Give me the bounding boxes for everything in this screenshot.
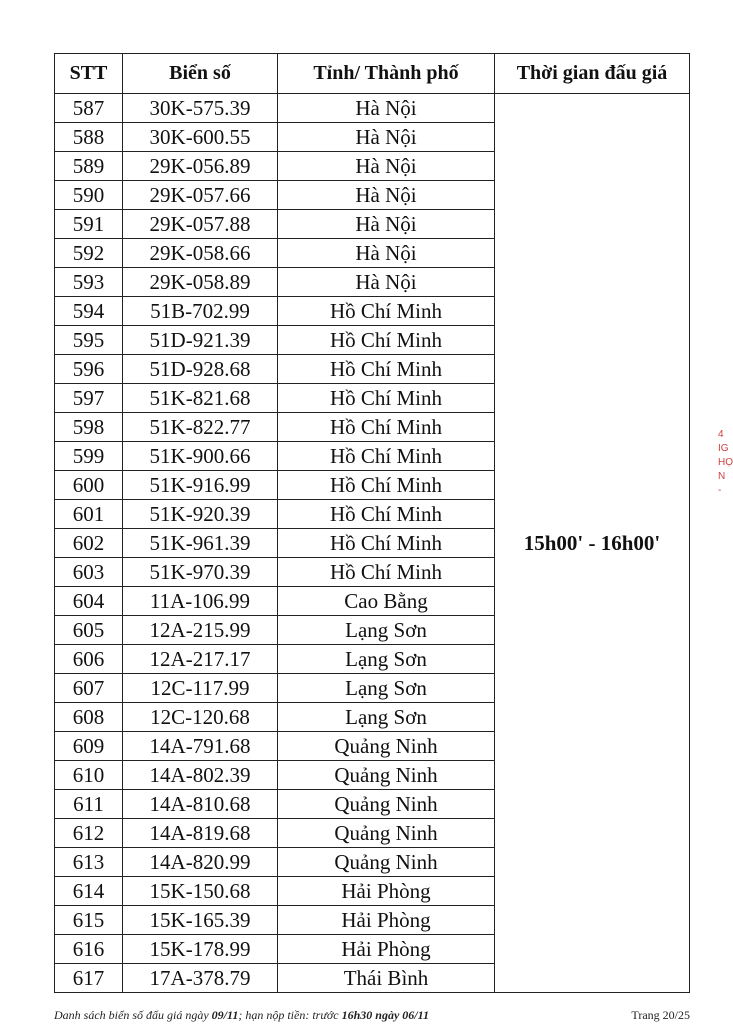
plate-cell: 12C-117.99 — [123, 674, 278, 703]
plate-cell: 12A-217.17 — [123, 645, 278, 674]
plate-cell: 12C-120.68 — [123, 703, 278, 732]
plate-cell: 29K-057.88 — [123, 210, 278, 239]
side-mark: 4 — [718, 429, 724, 440]
plate-cell: 51K-961.39 — [123, 529, 278, 558]
plate-cell: 29K-058.66 — [123, 239, 278, 268]
stt-cell: 595 — [55, 326, 123, 355]
plate-cell: 14A-819.68 — [123, 819, 278, 848]
stt-cell: 591 — [55, 210, 123, 239]
city-cell: Quảng Ninh — [278, 848, 495, 877]
plate-cell: 51K-900.66 — [123, 442, 278, 471]
stt-cell: 597 — [55, 384, 123, 413]
plate-cell: 51K-822.77 — [123, 413, 278, 442]
stt-cell: 588 — [55, 123, 123, 152]
plate-cell: 51D-921.39 — [123, 326, 278, 355]
city-cell: Hồ Chí Minh — [278, 326, 495, 355]
plate-cell: 30K-575.39 — [123, 94, 278, 123]
plate-cell: 14A-802.39 — [123, 761, 278, 790]
page-footer — [54, 1008, 690, 1023]
plate-cell: 29K-057.66 — [123, 181, 278, 210]
stt-cell: 602 — [55, 529, 123, 558]
city-cell: Lạng Sơn — [278, 616, 495, 645]
city-cell: Hà Nội — [278, 152, 495, 181]
stt-cell: 610 — [55, 761, 123, 790]
stt-cell: 600 — [55, 471, 123, 500]
stt-cell: 605 — [55, 616, 123, 645]
city-cell: Hồ Chí Minh — [278, 297, 495, 326]
footer-date: 09/11 — [211, 1008, 239, 1022]
header-time: Thời gian đấu giá — [495, 54, 690, 94]
table-body — [55, 94, 690, 993]
stt-cell: 603 — [55, 558, 123, 587]
stt-cell: 589 — [55, 152, 123, 181]
plate-cell: 17A-378.79 — [123, 964, 278, 993]
header-plate: Biển số — [123, 54, 278, 94]
city-cell: Hồ Chí Minh — [278, 384, 495, 413]
header-stt: STT — [55, 54, 123, 94]
stt-cell: 599 — [55, 442, 123, 471]
plate-cell: 12A-215.99 — [123, 616, 278, 645]
stt-cell: 611 — [55, 790, 123, 819]
city-cell: Hồ Chí Minh — [278, 471, 495, 500]
city-cell: Hồ Chí Minh — [278, 558, 495, 587]
city-cell: Lạng Sơn — [278, 703, 495, 732]
footer-deadline: 16h30 ngày 06/11 — [341, 1008, 429, 1022]
stt-cell: 594 — [55, 297, 123, 326]
plate-cell: 14A-820.99 — [123, 848, 278, 877]
plate-cell: 15K-150.68 — [123, 877, 278, 906]
stt-cell: 608 — [55, 703, 123, 732]
plate-cell: 51B-702.99 — [123, 297, 278, 326]
footer-note — [54, 1008, 429, 1023]
auction-table — [54, 53, 690, 993]
side-mark: N — [718, 471, 726, 482]
stt-cell: 613 — [55, 848, 123, 877]
city-cell: Quảng Ninh — [278, 819, 495, 848]
stt-cell: 598 — [55, 413, 123, 442]
city-cell: Thái Bình — [278, 964, 495, 993]
stt-cell: 601 — [55, 500, 123, 529]
city-cell: Hà Nội — [278, 94, 495, 123]
plate-cell: 15K-178.99 — [123, 935, 278, 964]
plate-cell: 14A-791.68 — [123, 732, 278, 761]
header-city: Tỉnh/ Thành phố — [278, 54, 495, 94]
footer-note-prefix: Danh sách biển số đấu giá ngày — [54, 1008, 209, 1022]
city-cell: Hồ Chí Minh — [278, 355, 495, 384]
stt-cell: 604 — [55, 587, 123, 616]
stt-cell: 592 — [55, 239, 123, 268]
city-cell: Quảng Ninh — [278, 732, 495, 761]
side-mark: IG — [718, 443, 729, 454]
stt-cell: 607 — [55, 674, 123, 703]
city-cell: Hồ Chí Minh — [278, 413, 495, 442]
footer-note-middle: ; hạn nộp tiền: trước — [238, 1008, 339, 1022]
stt-cell: 609 — [55, 732, 123, 761]
stt-cell: 606 — [55, 645, 123, 674]
city-cell: Hà Nội — [278, 239, 495, 268]
city-cell: Hải Phòng — [278, 906, 495, 935]
stt-cell: 587 — [55, 94, 123, 123]
plate-cell: 51D-928.68 — [123, 355, 278, 384]
plate-cell: 15K-165.39 — [123, 906, 278, 935]
side-stamp-marks — [718, 428, 733, 568]
side-mark: - — [718, 485, 722, 496]
stt-cell: 617 — [55, 964, 123, 993]
city-cell: Hồ Chí Minh — [278, 500, 495, 529]
stt-cell: 590 — [55, 181, 123, 210]
plate-cell: 51K-970.39 — [123, 558, 278, 587]
side-mark: HỌ — [718, 457, 733, 468]
city-cell: Hà Nội — [278, 268, 495, 297]
stt-cell: 612 — [55, 819, 123, 848]
plate-cell: 30K-600.55 — [123, 123, 278, 152]
city-cell: Lạng Sơn — [278, 674, 495, 703]
page-number: Trang 20/25 — [631, 1008, 690, 1022]
city-cell: Hồ Chí Minh — [278, 529, 495, 558]
city-cell: Quảng Ninh — [278, 790, 495, 819]
city-cell: Hà Nội — [278, 123, 495, 152]
city-cell: Hà Nội — [278, 210, 495, 239]
stt-cell: 596 — [55, 355, 123, 384]
plate-cell: 29K-058.89 — [123, 268, 278, 297]
plate-cell: 51K-821.68 — [123, 384, 278, 413]
table-row — [55, 94, 690, 123]
plate-cell: 11A-106.99 — [123, 587, 278, 616]
city-cell: Hải Phòng — [278, 877, 495, 906]
city-cell: Hồ Chí Minh — [278, 442, 495, 471]
stt-cell: 616 — [55, 935, 123, 964]
plate-cell: 29K-056.89 — [123, 152, 278, 181]
plate-cell: 51K-920.39 — [123, 500, 278, 529]
city-cell: Hải Phòng — [278, 935, 495, 964]
plate-cell: 14A-810.68 — [123, 790, 278, 819]
auction-time-cell: 15h00' - 16h00' — [495, 94, 690, 993]
city-cell: Cao Bằng — [278, 587, 495, 616]
plate-cell: 51K-916.99 — [123, 471, 278, 500]
stt-cell: 614 — [55, 877, 123, 906]
city-cell: Hà Nội — [278, 181, 495, 210]
city-cell: Lạng Sơn — [278, 645, 495, 674]
city-cell: Quảng Ninh — [278, 761, 495, 790]
stt-cell: 615 — [55, 906, 123, 935]
header-row — [55, 54, 690, 94]
stt-cell: 593 — [55, 268, 123, 297]
